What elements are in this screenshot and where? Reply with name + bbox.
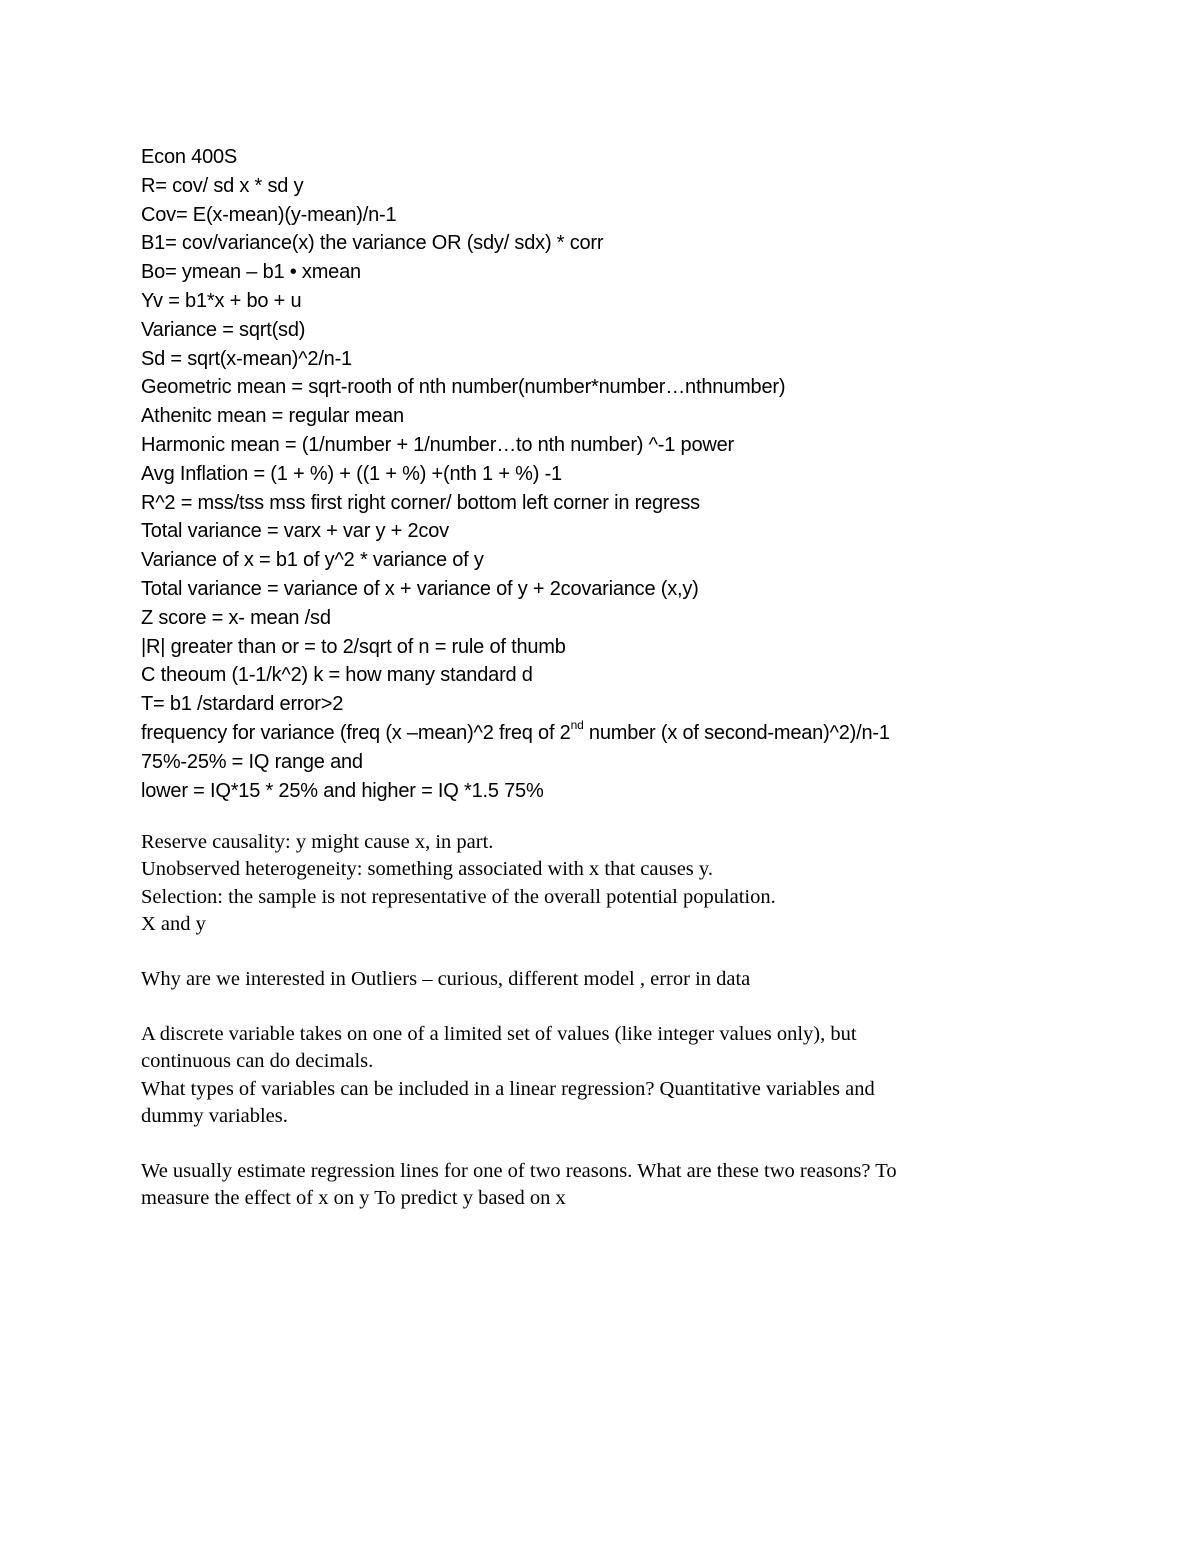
notes-section	[141, 829, 1041, 1240]
freq-text-after: number (x of second-mean)^2)/n-1	[583, 721, 890, 744]
text-line: continuous can do decimals.	[141, 1050, 374, 1073]
text-line: dummy variables.	[141, 1105, 288, 1128]
text-line: A discrete variable takes on one of a limited set of values (like integer values only), but	[141, 1022, 857, 1045]
formula-line: Variance of x = b1 of y^2 * variance of y	[141, 549, 484, 572]
formula-list	[141, 143, 1101, 805]
frequency-formula-line	[141, 719, 1101, 748]
formula-line: Geometric mean = sqrt-rooth of nth number(number*number…nthnumber)	[141, 376, 786, 399]
text-line: Reserve causality: y might cause x, in part.	[141, 831, 494, 853]
text-line: What types of variables can be included in a linear regression? Quantitative variables and	[141, 1077, 875, 1100]
formula-line: Avg Inflation = (1 + %) + ((1 + %) +(nth 1 + %) -1	[141, 462, 562, 485]
formula-line: Cov= E(x-mean)(y-mean)/n-1	[141, 203, 397, 226]
formula-line: Z score = x- mean /sd	[141, 606, 331, 629]
formula-line: Harmonic mean = (1/number + 1/number…to nth number) ^-1 power	[141, 433, 735, 456]
formula-line: T= b1 /stardard error>2	[141, 693, 344, 716]
formula-line: Total variance = variance of x + variance of y + 2covariance (x,y)	[141, 577, 699, 600]
ordinal-superscript: nd	[570, 718, 584, 733]
doc-title: Econ 400S	[141, 146, 238, 168]
formula-line: R^2 = mss/tss mss first right corner/ bottom left corner in regress	[141, 491, 700, 514]
formula-line: Yv = b1*x + bo + u	[141, 289, 302, 312]
formula-line: B1= cov/variance(x) the variance OR (sdy/ sdx) * corr	[141, 232, 604, 255]
text-line: Unobserved heterogeneity: something associated with x that causes y.	[141, 858, 713, 881]
formula-line: R= cov/ sd x * sd y	[141, 174, 304, 197]
formula-line: Bo= ymean – b1 • xmean	[141, 261, 361, 284]
formula-line: lower = IQ*15 * 25% and higher = IQ *1.5 75%	[141, 779, 544, 802]
text-line: We usually estimate regression lines for one of two reasons. What are these two reasons? To	[141, 1159, 897, 1182]
formula-line: Sd = sqrt(x-mean)^2/n-1	[141, 347, 352, 370]
formula-line: Athenitc mean = regular mean	[141, 405, 404, 428]
regression-reasons-paragraph	[141, 1158, 1041, 1213]
text-line: measure the effect of x on y To predict y based on x	[141, 1187, 566, 1210]
freq-text-before: frequency for variance (freq (x –mean)^2 freq of 2	[141, 721, 571, 744]
text-line: Selection: the sample is not representative of the overall potential population.	[141, 885, 776, 908]
variables-paragraph	[141, 1021, 1041, 1131]
formula-line: Total variance = varx + var y + 2cov	[141, 520, 449, 543]
formula-line: C theoum (1-1/k^2) k = how many standard d	[141, 664, 533, 687]
causality-paragraph	[141, 829, 1041, 939]
formula-line: Variance = sqrt(sd)	[141, 318, 306, 341]
formula-line: 75%-25% = IQ range and	[141, 750, 363, 773]
formula-line: |R| greater than or = to 2/sqrt of n = rule of thumb	[141, 635, 566, 658]
outliers-paragraph	[141, 966, 1041, 993]
text-line: Why are we interested in Outliers – curious, different model , error in data	[141, 968, 751, 991]
text-line: X and y	[141, 913, 206, 936]
